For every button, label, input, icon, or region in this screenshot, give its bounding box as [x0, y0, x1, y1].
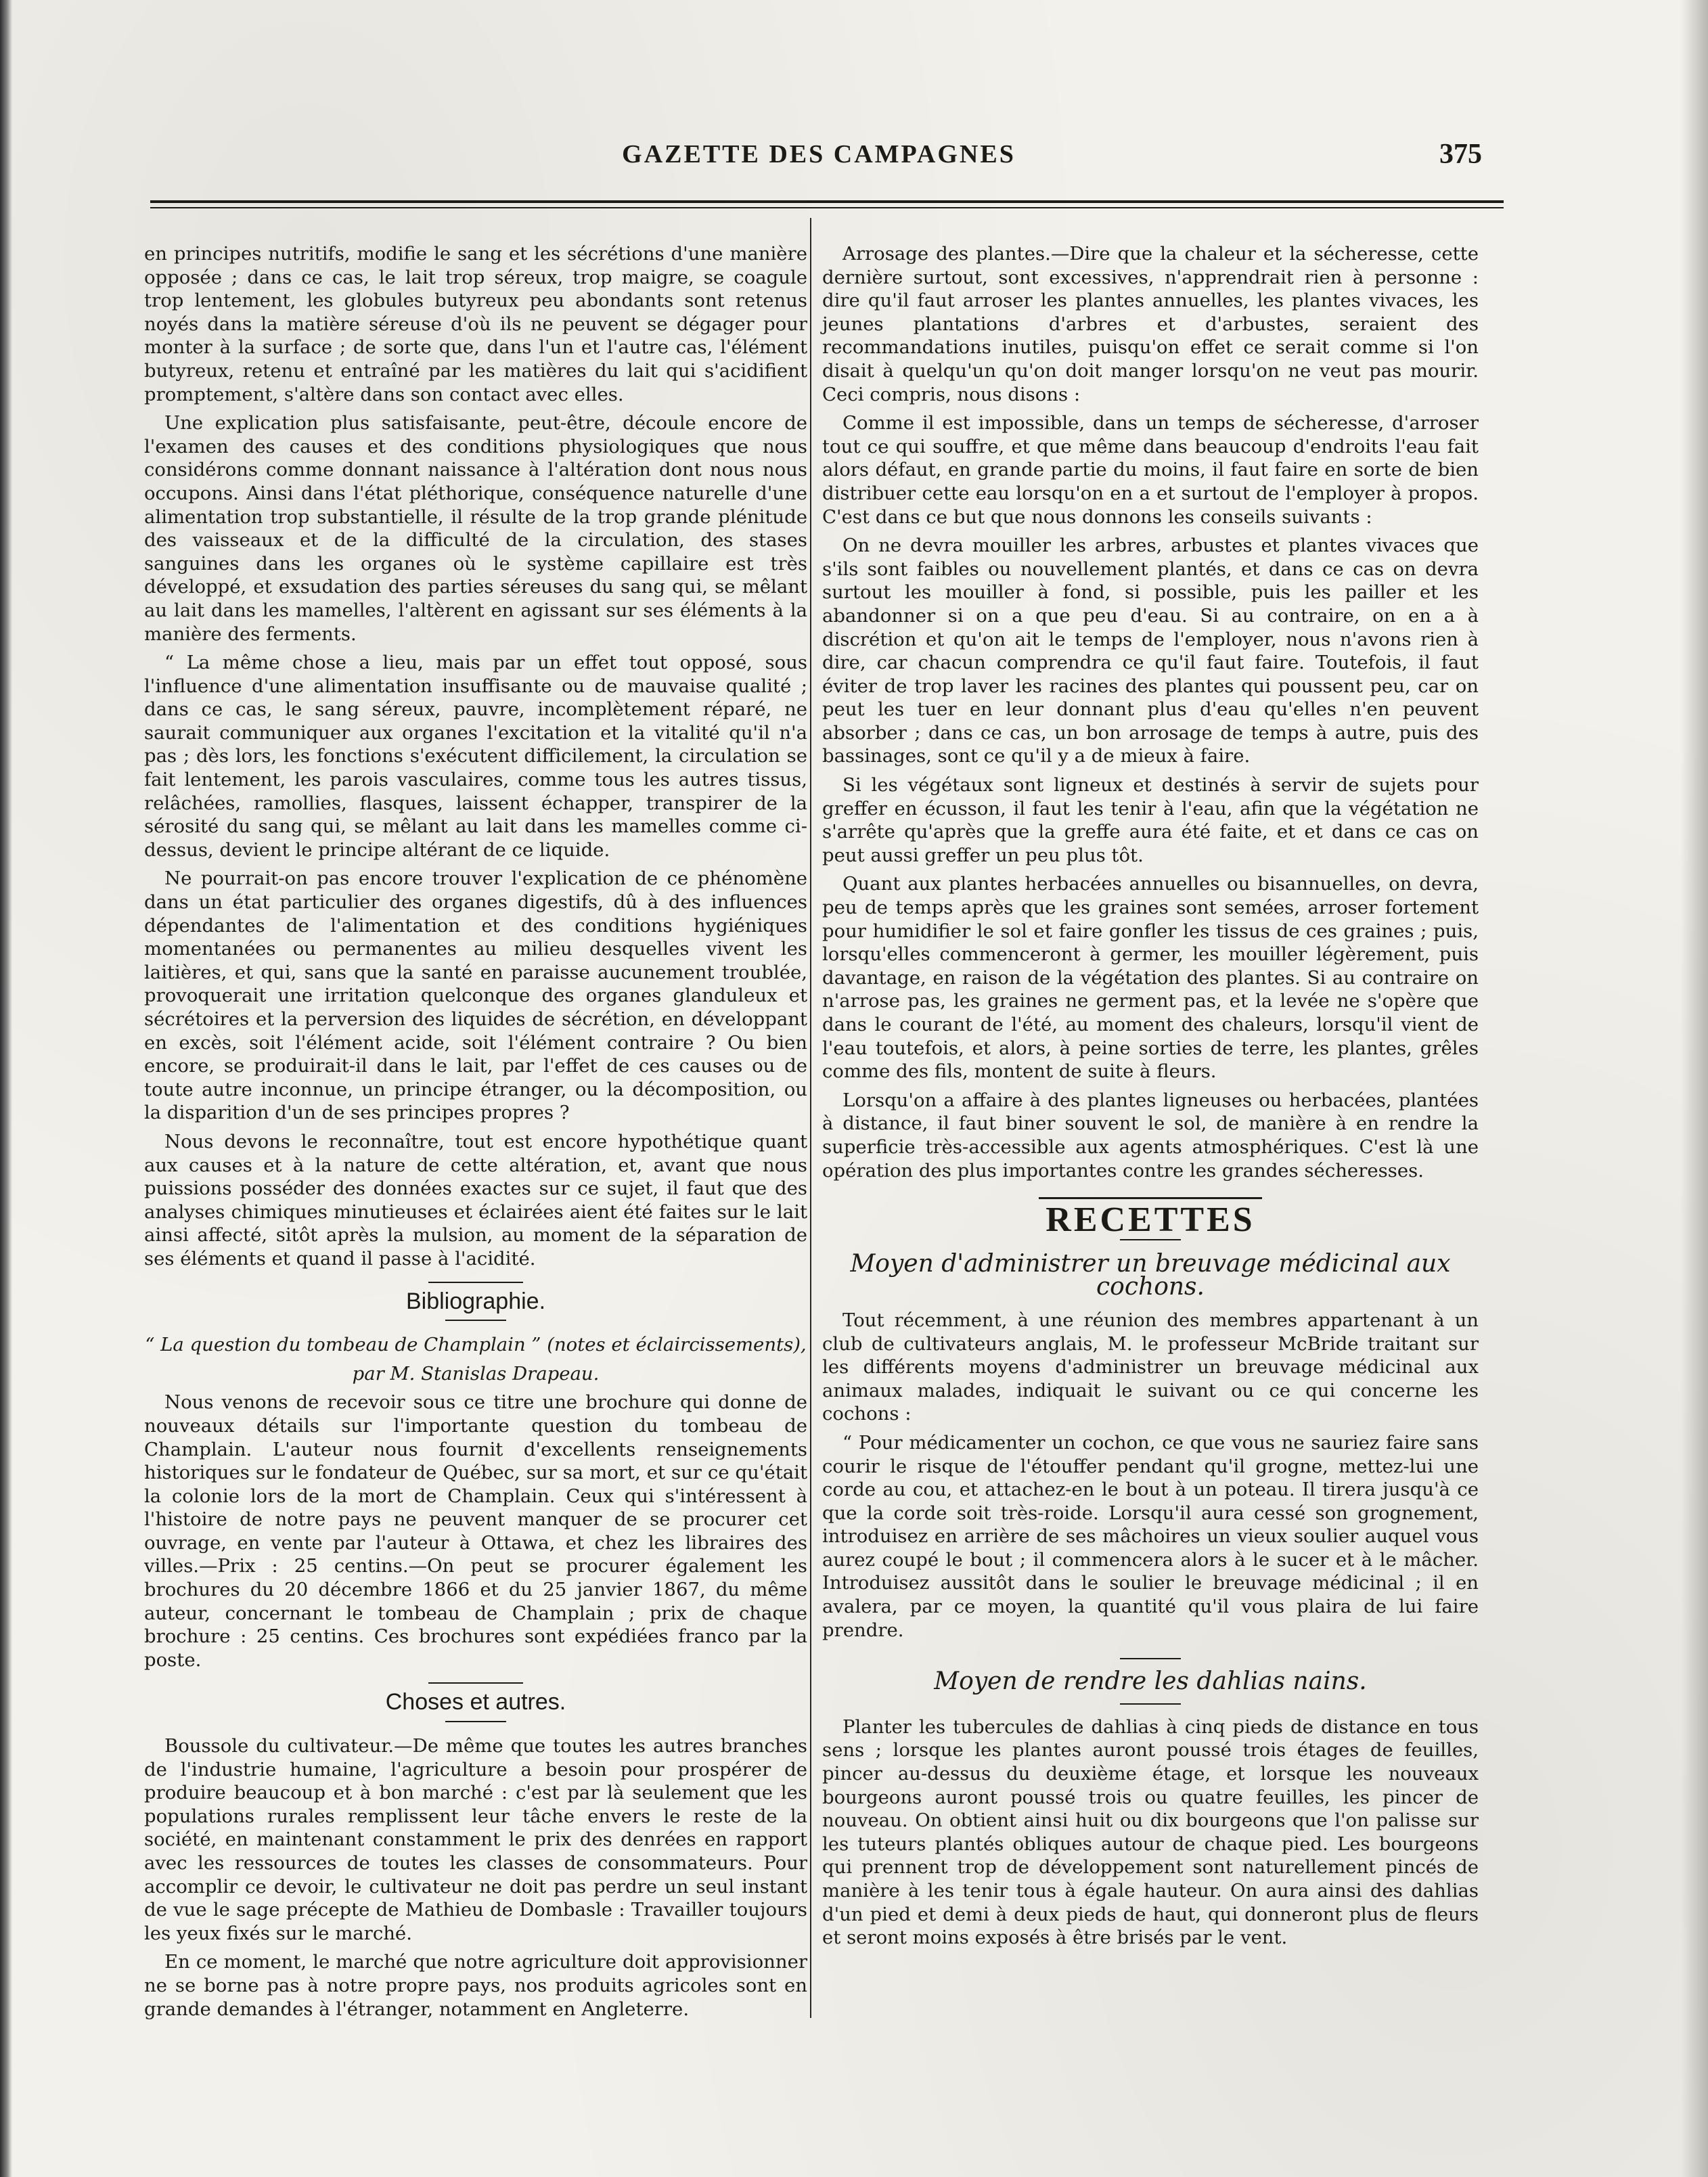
- paragraph: Tout récemment, à une réunion des membres appartenant à un club de cultivateurs anglais, M. le professeur McBride traitant sur les différents moyens d'administrer un breuvage médicinal aux animaux malades, indiquait le suivant ou ce qui concerne les cochons :: [822, 1309, 1479, 1425]
- paragraph: Quant aux plantes herbacées annuelles ou bisannuelles, on devra, peu de temps après que les graines sont semées, arroser fortement pour humidifier le sol et faire gonfler les tissus de ces graines ; puis, lorsqu'elles commenceront à germer, les mouiller légèrement, puis davantage, en raison de la végétation des plantes. Si au contraire on n'arrose pas, les graines ne germent pas, et la levée ne s'opère que dans le courant de l'été, au moment des chaleurs, lorsqu'il vient de l'eau toutefois, et alors, à peine sorties de terre, les plantes, grêles comme des fils, montent de suite à fleurs.: [822, 873, 1479, 1083]
- paragraph: “ Pour médicamenter un cochon, ce que vous ne sauriez faire sans courir le risque de l'étouffer pendant qu'il grogne, mettez-lui une corde au cou, et attachez-en le bout à un poteau. Il tirera jusqu'à ce que la corde soit très-roide. Lorsqu'il aura cessé son grognement, introduisez en arrière de ses mâchoires un vieux soulier auquel vous aurez coupé le bout ; il commencera alors à le sucer et à le mâcher. Introduisez aussitôt dans le soulier le breuvage médicinal ; il en avalera, par ce moyen, la quantité qu'il vous plaira de lui faire prendre.: [822, 1431, 1479, 1641]
- left-column: [144, 242, 807, 2026]
- section-rule: [1120, 1658, 1181, 1659]
- paragraph: en principes nutritifs, modifie le sang et les sécrétions d'une manière opposée ; dans ce cas, le lait trop séreux, trop maigre, se coagule trop lentement, les globules butyreux peu abondants sont retenus noyés dans la matière séreuse d'où ils ne peuvent se dégager pour monter à la surface ; de sorte que, dans l'un et l'autre cas, l'élément butyreux, retenu et entraîné par les matières du lait qui s'acidifient promptement, s'altère dans son contact avec elles.: [144, 243, 807, 405]
- paragraph: Arrosage des plantes.—Dire que la chaleur et la sécheresse, cette dernière surtout, sont excessives, n'apprendrait rien à personne : dire qu'il faut arroser les plantes annuelles, les plantes vivaces, les jeunes plantations d'arbres et d'arbustes, seraient des recommandations inutiles, puisqu'on effet ce serait comme si l'on disait à quelqu'un qu'on doit manger lorsqu'on ne veut pas mourir. Ceci compris, nous disons :: [822, 243, 1479, 405]
- section-rule: [1039, 1197, 1262, 1199]
- page-header: [156, 139, 1482, 180]
- section-title: Choses et autres.: [385, 1689, 566, 1715]
- recettes-section: [822, 1197, 1479, 1240]
- paragraph: Boussole du cultivateur.—De même que toutes les autres branches de l'industrie humaine, l'agriculture a besoin pour prospérer de produire beaucoup et à bon marché : c'est par là seulement que les populations rurales remplissent leur tâche envers le reste de la société, en maintenant constamment le prix des denrées en rapport avec les ressources de toutes les classes de consommateurs. Pour accomplir ce devoir, le cultivateur ne doit pas perdre un seul instant de vue le sage précepte de Mathieu de Dombasle : Travailler toujours les yeux fixés sur le marché.: [144, 1735, 807, 1944]
- paragraph: Ne pourrait-on pas encore trouver l'explication de ce phénomène dans un état particulier des organes digestifs, dû à des influences dépendantes de l'alimentation et des conditions hygiéniques momentanées ou permanentes au milieu desquelles vivent les laitières, et qui, sans que la santé en paraisse aucunement troublée, provoquerait une irritation quelconque des organes glanduleux et sécrétoires et la perversion des liquides de sécrétion, en développant en excès, soit l'élément acide, soit l'élément contraire ? Ou bien encore, se produirait-il dans le lait, par l'effet de ces causes ou de toute autre inconnue, un principe étranger, ou la décomposition, ou la disparition d'un de ses principes propres ?: [144, 868, 807, 1124]
- paragraph: On ne devra mouiller les arbres, arbustes et plantes vivaces que s'ils sont faibles ou nouvellement plantés, et dans ce cas on devra surtout les mouiller à fond, si possible, puis les pailler et les abandonner si on a que peu d'eau. Si au contraire, on en a à discrétion et qu'on ait le temps de l'employer, nous n'avons rien à dire, car chacun comprendra ce qu'il faut faire. Toutefois, il faut éviter de trop laver les racines des plantes qui poussent peu, car on peut les tuer en leur donnant plus d'eau qu'elles n'en peuvent absorber ; dans ce cas, un bon arrosage de temps à autre, puis des bassinages, sont ce qu'il y a de mieux à faire.: [822, 535, 1479, 767]
- choses-section: [144, 1682, 807, 1722]
- page-number: 375: [1439, 139, 1482, 170]
- paragraph: Nous devons le reconnaître, tout est encore hypothétique quant aux causes et à la nature de cette altération, et, avant que nous puissions posséder des données exactes sur ce sujet, il faut que des analyses chimiques minutieuses et éclairées aient été faites sur le lait ainsi affecté, sitôt après la mulsion, au moment de la séparation de ses éléments et quand il passe à l'acidité.: [144, 1130, 807, 1270]
- paragraph: Lorsqu'on a affaire à des plantes ligneuses ou herbacées, plantées à distance, il faut biner souvent le sol, de manière à en rendre la superficie très-accessible aux agents atmosphériques. C'est là une opération des plus importantes contre les grandes sécheresses.: [822, 1089, 1479, 1182]
- section-rule: [445, 1721, 506, 1722]
- book-author: par M. Stanislas Drapeau.: [352, 1362, 600, 1385]
- paragraph: Planter les tubercules de dahlias à cinq pieds de distance en tous sens ; lorsque les plantes auront poussé trois étages de feuilles, pincer au-dessus du deuxième étage, et lorsque les nouveaux bourgeons auront poussé trois ou quatre feuilles, les pincer de nouveau. On obtient ainsi huit ou dix bourgeons que l'on palisse sur les tuteurs plantés obliques autour de chaque pied. Les bourgeons qui prennent trop de développement sont naturellement pincés de manière à les tenir tous à égale hauteur. On aura ainsi des dahlias d'un pied et demi à deux pieds de haut, qui donneront plus de fleurs et seront moins exposés à être brisés par le vent.: [822, 1715, 1479, 1949]
- book-title: “ La question du tombeau de Champlain ” (notes et éclaircissements),: [145, 1334, 807, 1356]
- paragraph: Nous venons de recevoir sous ce titre une brochure qui donne de nouveaux détails sur l'importante question du tombeau de Champlain. L'auteur nous fournit d'excellents renseignements historiques sur le fondateur de Québec, sur sa mort, et sur ce qu'était la colonie lors de la mort de Champlain. Ceux qui s'intéressent à l'histoire de notre pays ne peuvent manquer de se procurer cet ouvrage, en vente par l'auteur à Ottawa, et chez les libraires des villes.—Prix : 25 centins.—On peut se procurer également les brochures du 20 décembre 1866 et du 25 janvier 1867, du même auteur, concernant le tombeau de Champlain ; prix de chaque brochure : 25 centins. Ces brochures sont expédiées franco par la poste.: [144, 1391, 807, 1671]
- right-column: [822, 242, 1479, 1955]
- section-title: Bibliographie.: [405, 1288, 546, 1314]
- scan-edge-right: [1681, 0, 1708, 2177]
- section-title: RECETTES: [1046, 1200, 1255, 1240]
- header-rule-thin: [150, 207, 1504, 208]
- section-rule: [1120, 1239, 1181, 1240]
- recipe-title: Moyen de rendre les dahlias nains.: [934, 1667, 1367, 1696]
- section-rule: [1120, 1703, 1181, 1705]
- bibliographie-section: [144, 1282, 807, 1322]
- paragraph: Comme il est impossible, dans un temps de sécheresse, d'arroser tout ce qui souffre, et que même dans beaucoup d'endroits l'eau fait alors défaut, en grande partie du moins, il faut faire en sorte de bien distribuer cette eau lorsqu'on en a et surtout de l'employer à propos. C'est dans ce but que nous donnons les conseils suivants :: [822, 412, 1479, 528]
- column-divider: [810, 218, 811, 2018]
- paragraph: Une explication plus satisfaisante, peut-être, découle encore de l'examen des causes et des conditions physiologiques que nous considérons comme donnant naissance à l'altération dont nous nous occupons. Ainsi dans l'état pléthorique, conséquence naturelle d'une alimentation trop substantielle, il résulte de la trop grande plénitude des vaisseaux et de la difficulté de la circulation, des stases sanguines dans les organes où le système capillaire est très développé, et exsudation des parties séreuses du sang qui, se mêlant au lait dans les mamelles, l'altèrent en agissant sur ses éléments à la manière des ferments.: [144, 412, 807, 645]
- section-rule: [445, 1320, 506, 1321]
- paragraph: “ La même chose a lieu, mais par un effet tout opposé, sous l'influence d'une alimentation insuffisante ou de mauvaise qualité ; dans ce cas, le sang séreux, pauvre, incomplètement réparé, ne saurait communiquer aux organes l'excitation et la vitalité qu'il n'a pas ; dès lors, les fonctions s'exécutent difficilement, la circulation se fait lentement, les parois vasculaires, comme tous les autres tissus, relâchées, ramollies, flasques, laissent échapper, transpirer de la sérosité du sang qui, se mêlant au lait dans les mamelles comme ci-dessus, devient le principe altérant de ce liquide.: [144, 652, 807, 861]
- section-rule: [428, 1682, 523, 1684]
- header-rule-thick: [150, 200, 1504, 203]
- section-rule: [428, 1282, 523, 1283]
- scan-edge-left: [0, 0, 12, 2177]
- paragraph: Si les végétaux sont ligneux et destinés à servir de sujets pour greffer en écusson, il faut les tenir à l'eau, afin que la végétation ne s'arrête qu'après que la greffe aura été faite, et et dans ce cas on peut aussi greffer un peu plus tôt.: [822, 774, 1479, 866]
- recipe-title: Moyen d'administrer un breuvage médicinal aux cochons.: [850, 1249, 1451, 1301]
- paragraph: En ce moment, le marché que notre agriculture doit approvisionner ne se borne pas à notre propre pays, nos produits agricoles sont en grande demandes à l'étranger, notamment en Angleterre.: [144, 1951, 807, 2020]
- masthead-title: GAZETTE DES CAMPAGNES: [622, 140, 1016, 169]
